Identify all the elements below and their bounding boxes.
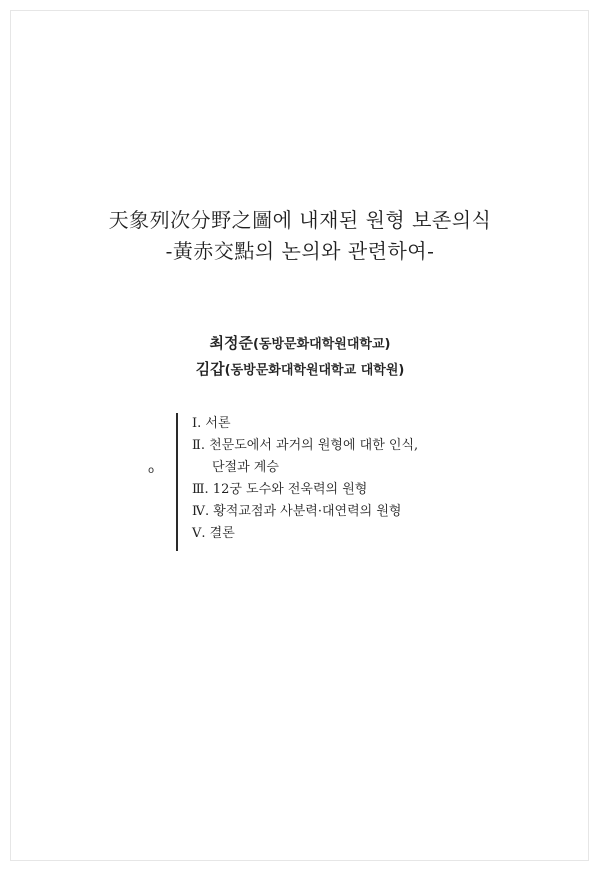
author-list bbox=[0, 331, 600, 383]
toc-item-section-3: Ⅲ. 12궁 도수와 전욱력의 원형 bbox=[192, 482, 368, 497]
paper-title bbox=[0, 205, 600, 267]
author-2 bbox=[0, 357, 600, 383]
title-main: 天象列次分野之圖에 내재된 원형 보존의식 bbox=[108, 208, 492, 232]
author-affiliation: (동방문화대학원대학교) bbox=[253, 337, 391, 352]
toc-item-section-2-continued: 단절과 계승 bbox=[212, 460, 279, 475]
toc-item-introduction: Ⅰ. 서론 bbox=[192, 416, 231, 431]
toc-item-section-2: Ⅱ. 천문도에서 과거의 원형에 대한 인식, bbox=[192, 438, 419, 453]
author-name: 김갑 bbox=[195, 360, 225, 378]
toc-item-conclusion: Ⅴ. 결론 bbox=[192, 526, 235, 541]
author-name: 최정준 bbox=[209, 334, 253, 352]
table-of-contents bbox=[176, 413, 476, 551]
toc-item-section-4: Ⅳ. 황적교점과 사분력·대연력의 원형 bbox=[192, 504, 402, 519]
bullet-mark: o bbox=[148, 465, 155, 476]
title-subtitle: -黃赤交點의 논의와 관련하여- bbox=[165, 239, 435, 263]
author-1 bbox=[0, 331, 600, 357]
author-affiliation: (동방문화대학원대학교 대학원) bbox=[224, 363, 405, 378]
